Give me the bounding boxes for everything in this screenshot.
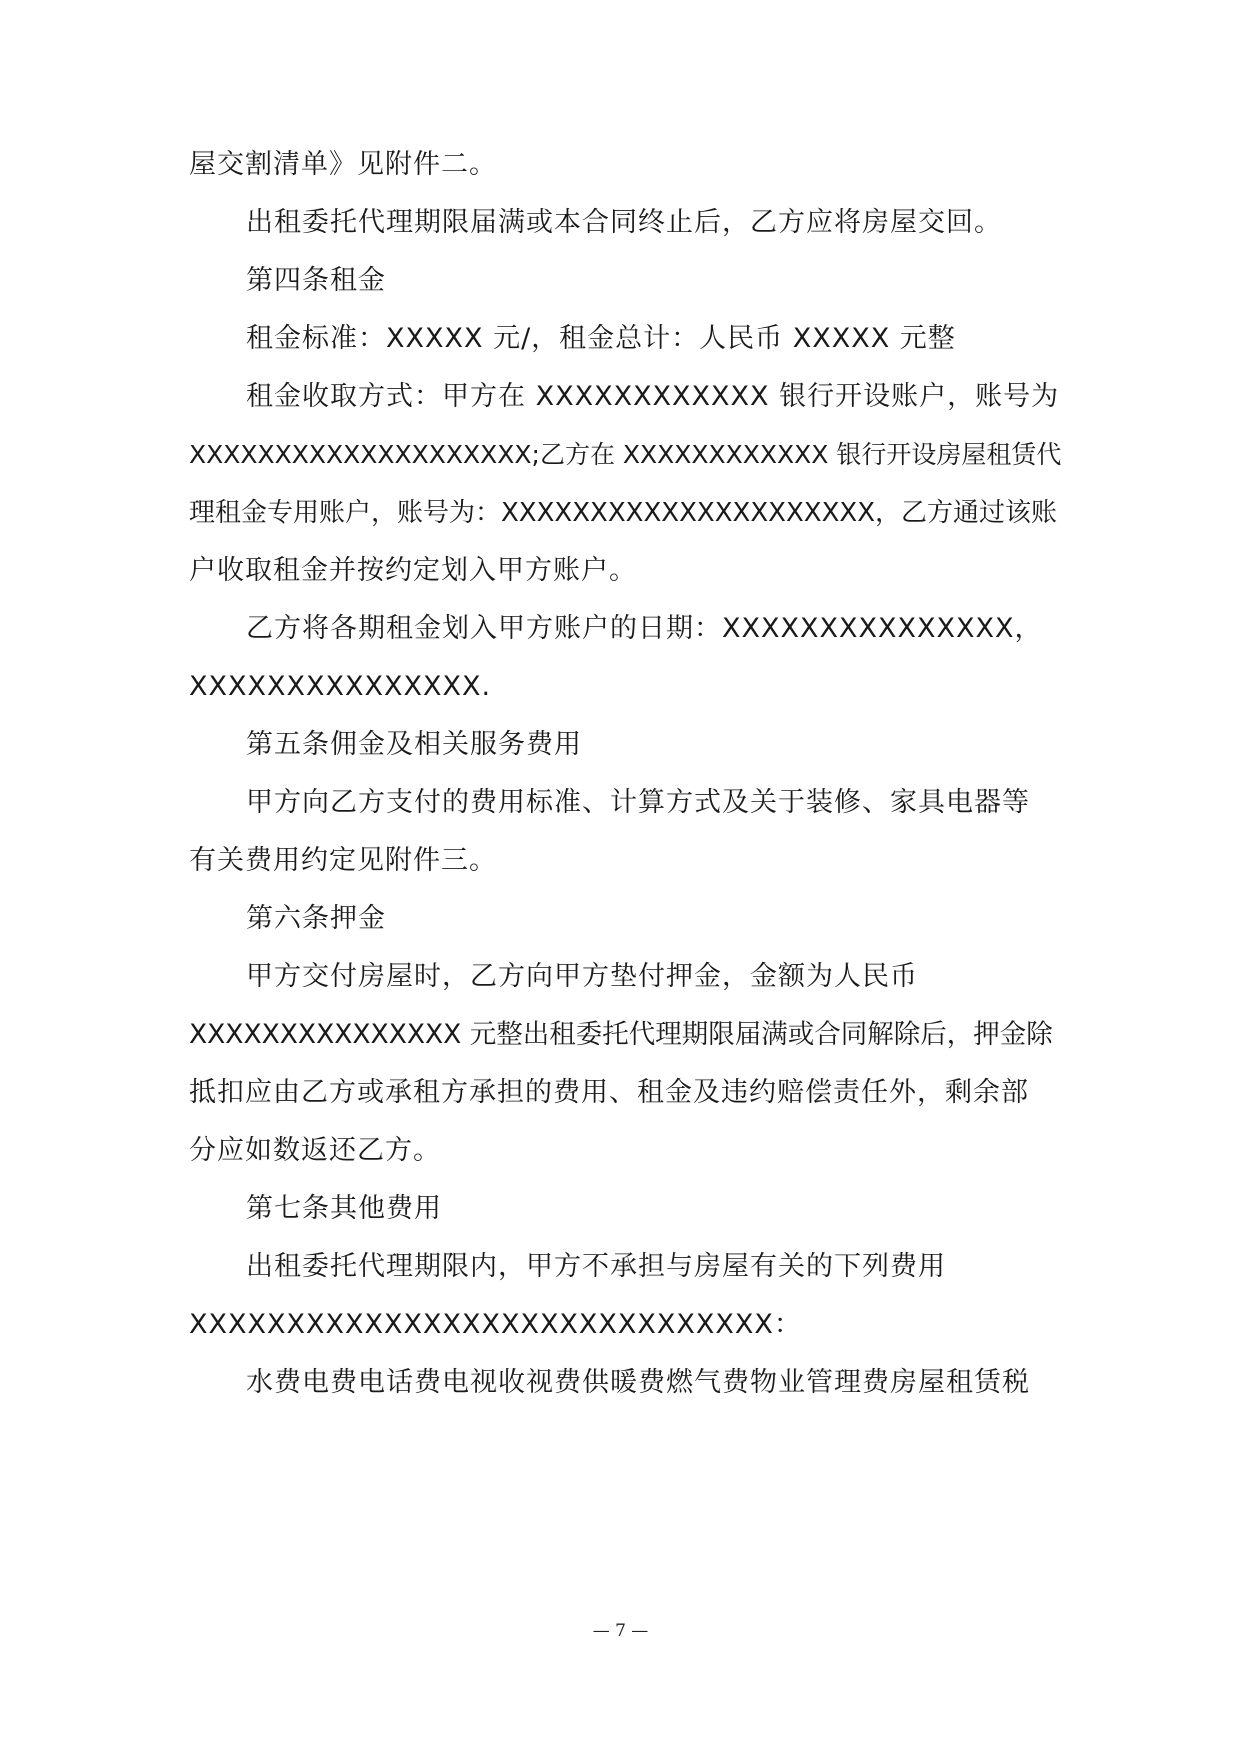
- text-line-2: 出租委托代理期限届满或本合同终止后，乙方应将房屋交回。: [246, 207, 1002, 238]
- text-line-account-b: 理租金专用账户，账号为：XXXXXXXXXXXXXXXXXXXXX，乙方通过该账: [189, 498, 1058, 528]
- text-line-transfer-date: 乙方将各期租金划入甲方账户的日期：XXXXXXXXXXXXXXX，: [246, 613, 1043, 644]
- text-line-1: 屋交割清单》见附件二。: [189, 149, 497, 180]
- section-heading-article-6: 第六条押金: [246, 903, 386, 934]
- text-line-fee-items: 水费电费电话费电视收视费供暖费燃气费物业管理费房屋租赁税: [246, 1367, 1030, 1398]
- text-line-account-a: XXXXXXXXXXXXXXXXXXXX;乙方在 XXXXXXXXXXXX 银行开设房屋租赁代: [189, 440, 1062, 469]
- text-line-deposit-return: 分应如数返还乙方。: [189, 1135, 441, 1166]
- text-line-fee-standard: 甲方向乙方支付的费用标准、计算方式及关于装修、家具电器等: [246, 787, 1030, 818]
- text-line-deposit: [246, 957, 1061, 997]
- text-line-rent-standard: 租金标准：XXXXX 元/，租金总计：人民币 XXXXX 元整: [246, 323, 956, 354]
- section-heading-article-7: 第七条其他费用: [246, 1193, 442, 1224]
- text-line-other-fees: 出租委托代理期限内，甲方不承担与房屋有关的下列费用: [246, 1251, 946, 1282]
- text-line-deposit-deduction: 抵扣应由乙方或承租方承担的费用、租金及违约赔偿责任外，剩余部: [189, 1077, 1029, 1108]
- text-line-other-fees-list: XXXXXXXXXXXXXXXXXXXXXXXXXXXXXX：: [189, 1309, 802, 1340]
- text-line-rent-method: 租金收取方式：甲方在 XXXXXXXXXXXX 银行开设账户，账号为: [246, 381, 1060, 412]
- section-heading-article-4: 第四条租金: [246, 265, 386, 296]
- page-number: — 7 —: [592, 1621, 649, 1641]
- text-line-deposit-content: 甲方交付房屋时，乙方向甲方垫付押金，金额为人民币: [246, 961, 918, 992]
- section-heading-article-5: 第五条佣金及相关服务费用: [246, 729, 582, 760]
- text-line-transfer-date-cont: XXXXXXXXXXXXXXX.: [189, 671, 492, 702]
- text-line-rent-transfer: 户收取租金并按约定划入甲方账户。: [189, 555, 637, 586]
- text-line-fee-standard-cont: 有关费用约定见附件三。: [189, 845, 497, 876]
- text-line-deposit-amount: XXXXXXXXXXXXXXX 元整出租委托代理期限届满或合同解除后，押金除: [189, 1019, 1053, 1050]
